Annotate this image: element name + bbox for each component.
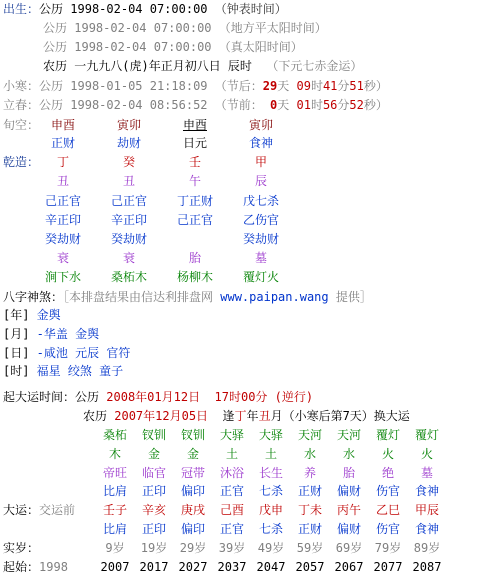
- jieqi-seconds: 51: [349, 79, 364, 93]
- jieqi-seconds: 52: [349, 98, 364, 112]
- dayun-age: 19岁: [140, 541, 168, 555]
- dayun-nayin: 钗钏: [180, 428, 205, 442]
- shensha-header: [3, 288, 372, 306]
- dayun-shishen-top: 食神: [414, 484, 439, 498]
- shisui-label: 实岁：: [3, 541, 40, 555]
- jieqi-datetime: 1998-02-04 08:56:52: [70, 98, 208, 112]
- dayun-year: 2087: [412, 560, 442, 574]
- dayun-ganzhi: 丙午: [336, 503, 361, 517]
- qiyun-date: 2007年12月05日: [114, 409, 209, 423]
- gan-day: 壬: [188, 155, 201, 169]
- canggan-cell: 癸劫财: [110, 232, 147, 246]
- dayun-shishen-top: 正印: [141, 484, 166, 498]
- dayun-age: 39岁: [218, 541, 246, 555]
- dayun-changsheng: 墓: [420, 466, 433, 480]
- canggan-cell: 戊七杀: [242, 194, 279, 208]
- dayun-changsheng: 临官: [141, 466, 166, 480]
- jieqi-hours: 09: [296, 79, 311, 93]
- dayun-year: 2027: [178, 560, 208, 574]
- shensha-val: -华盖 金舆: [29, 327, 100, 341]
- changsheng-day: 胎: [188, 251, 201, 265]
- birth-cal: 公历: [39, 2, 64, 16]
- dayun-shishen-top: 伤官: [375, 484, 400, 498]
- jieqi-label: 小寒：: [3, 79, 40, 93]
- xunkong-hour: 寅卯: [248, 118, 273, 132]
- canggan-cell: 己正官: [110, 194, 147, 208]
- dayun-changsheng: 绝: [381, 466, 394, 480]
- jieqi-row-xiaohan: [3, 77, 388, 95]
- shensha-val: 福星 绞煞 童子: [29, 364, 124, 378]
- nayin-month: 桑柘木: [110, 270, 147, 284]
- lunar-note: （下元七赤金运）: [266, 59, 363, 73]
- dayun-changsheng: 长生: [258, 466, 283, 480]
- birth-note: （真太阳时间）: [218, 40, 303, 54]
- qiyun-tail-gan: 丁: [234, 409, 247, 423]
- qiyun-time: 17时00分: [214, 390, 268, 404]
- canggan-cell: 癸劫财: [44, 232, 81, 246]
- xunkong-year: 申酉: [50, 118, 75, 132]
- dayun-wuxing: 水: [342, 447, 355, 461]
- dayun-ganzhi: 辛亥: [141, 503, 166, 517]
- dayun-year: 2047: [256, 560, 286, 574]
- jieqi-pre: （节前：: [214, 98, 271, 112]
- dayun-year: 2037: [217, 560, 247, 574]
- shensha-pos: [月]: [3, 327, 30, 341]
- dayun-nayin: 覆灯: [375, 428, 400, 442]
- dayun-ganzhi: 甲辰: [414, 503, 439, 517]
- birth-row-1: [3, 0, 287, 18]
- dayun-age: 9岁: [105, 541, 125, 555]
- lunar-cal: 农历: [43, 59, 68, 73]
- dayun-shishen-top: 偏财: [336, 484, 361, 498]
- dayun-shishen: 正官: [219, 522, 244, 536]
- qiyun-label: 起大运时间：: [3, 390, 76, 404]
- dayun-shishen: 正财: [297, 522, 322, 536]
- qianzao-label: 乾造：: [3, 155, 40, 169]
- shensha-note: ［本排盘结果由信达利排盘网: [63, 290, 221, 304]
- dayun-ganzhi: 壬子: [102, 503, 127, 517]
- canggan-cell: 癸劫财: [242, 232, 279, 246]
- birth-datetime: 1998-02-04 07:00:00: [74, 40, 212, 54]
- qiyun-cal: 公历: [75, 390, 100, 404]
- dayun-wuxing: 金: [147, 447, 160, 461]
- changsheng-hour: 墓: [254, 251, 267, 265]
- dayun-shishen: 偏印: [180, 522, 205, 536]
- dayun-shishen-top: 正官: [219, 484, 244, 498]
- dayun-nayin: 桑柘: [102, 428, 127, 442]
- dayun-changsheng: 养: [303, 466, 316, 480]
- qiyun-tail: 年: [246, 409, 259, 423]
- unit-sec: 秒）: [363, 79, 388, 93]
- zhi-day: 午: [188, 174, 201, 188]
- lunar-text: 一九九八(虎)年正月初八日 辰时: [74, 59, 252, 73]
- dayun-shishen: 七杀: [258, 522, 283, 536]
- birth-lunar-row: [43, 57, 362, 75]
- gan-month: 癸: [122, 155, 135, 169]
- dayun-wuxing: 水: [303, 447, 316, 461]
- shensha-pos: [时]: [3, 364, 30, 378]
- dayun-nayin: 覆灯: [414, 428, 439, 442]
- dayun-nayin: 天河: [336, 428, 361, 442]
- shensha-pos: [日]: [3, 346, 30, 360]
- shensha-val: -咸池 元辰 官符: [29, 346, 131, 360]
- shisui-label-row: [3, 539, 39, 557]
- birth-row-3: [43, 38, 303, 56]
- canggan-cell: 丁正财: [176, 194, 213, 208]
- dayun-wuxing: 木: [108, 447, 121, 461]
- dayun-year: 2067: [334, 560, 364, 574]
- dayun-ganzhi: 己酉: [219, 503, 244, 517]
- birth-datetime: 1998-02-04 07:00:00: [74, 21, 212, 35]
- qiyun-tail: 月（小寒后第7天）换大运: [270, 409, 410, 423]
- birth-note: （地方平太阳时间）: [218, 21, 327, 35]
- shensha-val: 金舆: [29, 308, 61, 322]
- dayun-nayin: 大驿: [258, 428, 283, 442]
- dayun-age: 69岁: [335, 541, 363, 555]
- dayun-shishen: 伤官: [375, 522, 400, 536]
- dayun-wuxing: 火: [381, 447, 394, 461]
- dayun-shishen-top: 七杀: [258, 484, 283, 498]
- dayun-nayin: 天河: [297, 428, 322, 442]
- zhi-year: 丑: [56, 174, 69, 188]
- birth-note: （钟表时间）: [214, 2, 287, 16]
- dayun-age: 49岁: [257, 541, 285, 555]
- shiyun-start: 1998: [39, 560, 68, 574]
- unit-hour: 时: [310, 98, 323, 112]
- qiyun-tail: 逢: [222, 409, 235, 423]
- shishen-day: 日元: [182, 136, 207, 150]
- dayun-changsheng: 沐浴: [219, 466, 244, 480]
- shishen-year: 正财: [50, 136, 75, 150]
- dayun-shishen: 偏财: [336, 522, 361, 536]
- unit-min: 分: [337, 79, 350, 93]
- gan-hour: 甲: [254, 155, 267, 169]
- shensha-hour: [3, 362, 123, 380]
- canggan-cell: 辛正印: [44, 213, 81, 227]
- xunkong-month: 寅卯: [116, 118, 141, 132]
- dayun-wuxing: 火: [420, 447, 433, 461]
- birth-cal: 公历: [43, 40, 68, 54]
- dayun-pre: 交运前: [39, 503, 76, 517]
- site-link[interactable]: www.paipan.wang: [220, 290, 329, 304]
- gan-year: 丁: [56, 155, 69, 169]
- dayun-age: 59岁: [296, 541, 324, 555]
- unit-min: 分: [337, 98, 350, 112]
- dayun-shishen-top: 正财: [297, 484, 322, 498]
- zhi-hour: 辰: [254, 174, 267, 188]
- dayun-ganzhi: 庚戌: [180, 503, 205, 517]
- dayun-nayin: 大驿: [219, 428, 244, 442]
- dayun-wuxing: 金: [186, 447, 199, 461]
- unit-hour: 时: [310, 79, 323, 93]
- shishen-hour: 食神: [248, 136, 273, 150]
- canggan-cell: 乙伤官: [242, 213, 279, 227]
- canggan-cell: 己正官: [176, 213, 213, 227]
- dayun-shishen-top: 偏印: [180, 484, 205, 498]
- qiyun-cal: 农历: [83, 409, 108, 423]
- dayun-year: 2077: [373, 560, 403, 574]
- dayun-label-row: [3, 501, 75, 519]
- dayun-age: 29岁: [179, 541, 207, 555]
- canggan-cell: 辛正印: [110, 213, 147, 227]
- birth-row-2: [43, 19, 327, 37]
- qiyun-direction: (逆行): [274, 390, 314, 404]
- xunkong-label: 旬空：: [3, 118, 40, 132]
- shensha-pos: [年]: [3, 308, 30, 322]
- birth-cal: 公历: [43, 21, 68, 35]
- jieqi-datetime: 1998-01-05 21:18:09: [70, 79, 208, 93]
- jieqi-cal: 公历: [39, 79, 64, 93]
- dayun-changsheng: 冠带: [180, 466, 205, 480]
- dayun-shishen: 正印: [141, 522, 166, 536]
- dayun-shishen: 食神: [414, 522, 439, 536]
- unit-sec: 秒）: [363, 98, 388, 112]
- qiyun-tail-zhi: 丑: [258, 409, 271, 423]
- dayun-shishen-top: 比肩: [102, 484, 127, 498]
- dayun-year: 2017: [139, 560, 169, 574]
- dayun-age: 89岁: [413, 541, 441, 555]
- shensha-month: [3, 325, 99, 343]
- birth-datetime: 1998-02-04 07:00:00: [70, 2, 208, 16]
- dayun-ganzhi: 丁未: [297, 503, 322, 517]
- dayun-year: 2057: [295, 560, 325, 574]
- dayun-label: 大运：: [3, 503, 40, 517]
- jieqi-label: 立春：: [3, 98, 40, 112]
- shensha-label: 八字神煞：: [3, 290, 64, 304]
- dayun-age: 79岁: [374, 541, 402, 555]
- birth-label: 出生：: [3, 2, 40, 16]
- dayun-changsheng: 帝旺: [102, 466, 127, 480]
- nayin-day: 杨柳木: [176, 270, 213, 284]
- dayun-year: 2007: [100, 560, 130, 574]
- shensha-note2: 提供］: [328, 290, 372, 304]
- canggan-cell: 己正官: [44, 194, 81, 208]
- dayun-wuxing: 土: [225, 447, 238, 461]
- qiyun-row-2: [83, 407, 410, 425]
- changsheng-year: 衰: [56, 251, 69, 265]
- zhi-month: 丑: [122, 174, 135, 188]
- xunkong-day: 申酉: [182, 118, 207, 132]
- dayun-nayin: 钗钏: [141, 428, 166, 442]
- shiyun-label: 起始：: [3, 560, 40, 574]
- nayin-hour: 覆灯火: [242, 270, 279, 284]
- unit-day: 天: [277, 98, 297, 112]
- shensha-day: [3, 344, 130, 362]
- shiyun-label-row: [3, 558, 68, 576]
- dayun-ganzhi: 戊申: [258, 503, 283, 517]
- qiyun-row-1: [3, 388, 313, 406]
- dayun-ganzhi: 乙巳: [375, 503, 400, 517]
- dayun-wuxing: 土: [264, 447, 277, 461]
- jieqi-pre: （节后：: [214, 79, 263, 93]
- dayun-changsheng: 胎: [342, 466, 355, 480]
- shensha-year: [3, 306, 61, 324]
- shishen-month: 劫财: [116, 136, 141, 150]
- dayun-shishen: 比肩: [102, 522, 127, 536]
- nayin-year: 涧下水: [44, 270, 81, 284]
- jieqi-minutes: 41: [322, 79, 338, 93]
- unit-day: 天: [277, 79, 297, 93]
- jieqi-days: 29: [262, 79, 278, 93]
- jieqi-hours: 01: [296, 98, 311, 112]
- qiyun-date: 2008年01月12日: [106, 390, 201, 404]
- jieqi-days: 0: [270, 98, 278, 112]
- jieqi-cal: 公历: [39, 98, 64, 112]
- jieqi-row-lichun: [3, 96, 388, 114]
- jieqi-minutes: 56: [322, 98, 338, 112]
- changsheng-month: 衰: [122, 251, 135, 265]
